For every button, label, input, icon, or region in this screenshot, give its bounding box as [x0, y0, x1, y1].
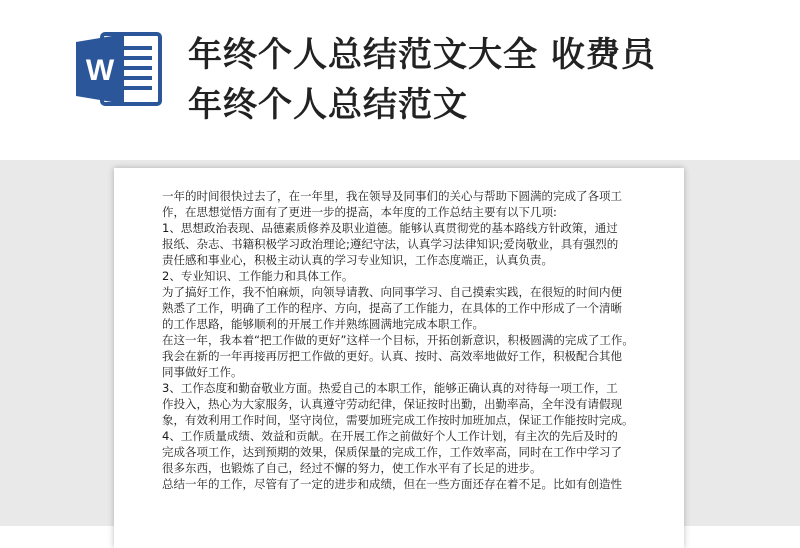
document-line: 作投入，热心为大家服务，认真遵守劳动纪律，保证按时出勤，出勤率高，全年没有请假现: [162, 397, 622, 411]
document-line: 3、工作态度和勤奋敬业方面。热爱自己的本职工作，能够正确认真的对待每一项工作，工: [162, 381, 618, 395]
title-line-1: 年终个人总结范文大全 收费员: [188, 35, 656, 75]
title-line-2: 年终个人总结范文: [188, 85, 468, 125]
document-line: 熟悉了工作，明确了工作的程序、方向，提高了工作能力，在具体的工作中形成了一个清晰: [162, 301, 622, 315]
word-document-icon: [72, 30, 164, 108]
document-line: 1、思想政治表现、品德素质修养及职业道德。能够认真贯彻党的基本路线方针政策，通过: [162, 221, 618, 235]
document-body: [162, 188, 662, 492]
document-line: 作，在思想觉悟方面有了更进一步的提高，本年度的工作总结主要有以下几项:: [162, 205, 557, 219]
svg-text:W: W: [85, 54, 115, 87]
document-line: 2、专业知识、工作能力和具体工作。: [162, 269, 354, 283]
document-title: [188, 30, 768, 130]
document-line: 报纸、杂志、书籍积极学习政治理论;遵纪守法，认真学习法律知识;爱岗敬业，具有强烈的: [162, 237, 619, 251]
document-line: 总结一年的工作，尽管有了一定的进步和成绩，但在一些方面还存在着不足。比如有创造性: [162, 477, 622, 491]
document-line: 象，有效利用工作时间，坚守岗位，需要加班完成工作按时加班加点，保证工作能按时完成。: [162, 413, 634, 427]
document-line: 4、工作质量成绩、效益和贡献。在开展工作之前做好个人工作计划，有主次的先后及时的: [162, 429, 618, 443]
document-line: 的工作思路，能够顺利的开展工作并熟练圆满地完成本职工作。: [162, 317, 484, 331]
document-line: 我会在新的一年再接再厉把工作做的更好。认真、按时、高效率地做好工作，积极配合其他: [162, 349, 622, 363]
document-line: 责任感和事业心，积极主动认真的学习专业知识，工作态度端正，认真负责。: [162, 253, 553, 267]
document-line: 很多东西，也锻炼了自己，经过不懈的努力，使工作水平有了长足的进步。: [162, 461, 542, 475]
document-line: 完成各项工作，达到预期的效果，保质保量的完成工作，工作效率高，同时在工作中学习了: [162, 445, 622, 459]
document-line: 为了搞好工作，我不怕麻烦，向领导请教、向同事学习、自己摸索实践，在很短的时间内便: [162, 285, 622, 299]
document-line: 同事做好工作。: [162, 365, 243, 379]
document-line: 一年的时间很快过去了，在一年里，我在领导及同事们的关心与帮助下圆满的完成了各项工: [162, 189, 622, 203]
header: [0, 0, 800, 160]
document-line: 在这一年，我本着“把工作做的更好”这样一个目标，开拓创新意识，积极圆满的完成了工作。: [162, 333, 634, 347]
document-page: [114, 168, 684, 548]
